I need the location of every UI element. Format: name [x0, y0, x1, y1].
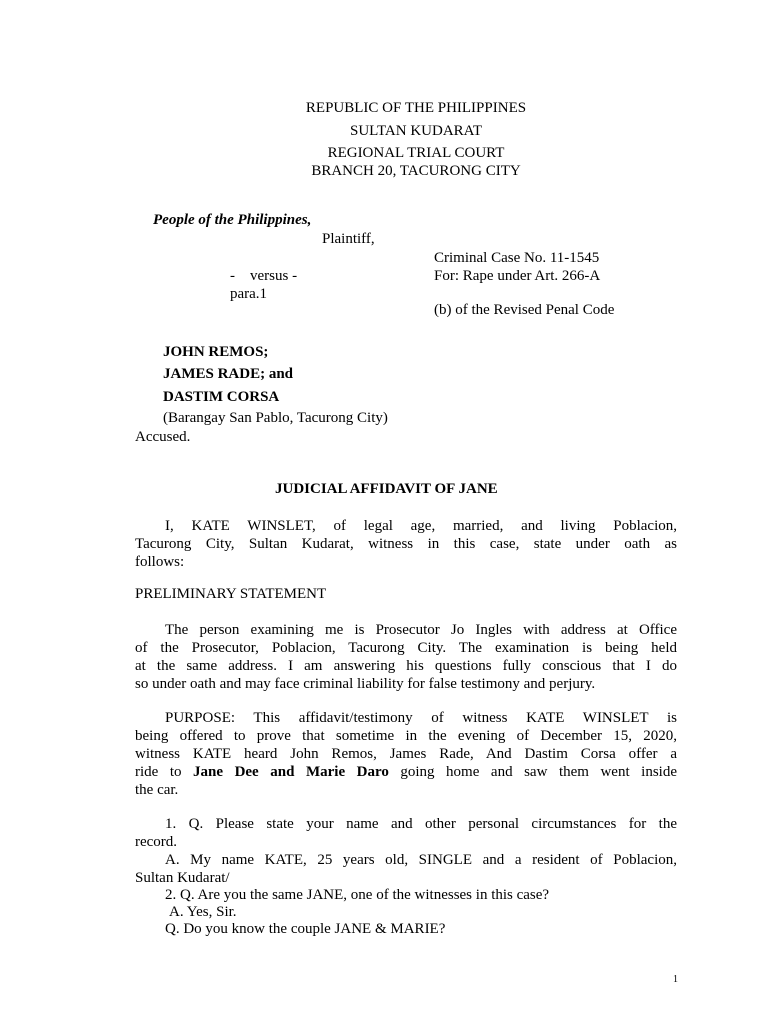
- intro-line-1: I, KATE WINSLET, of legal age, married, and living Poblacion,: [165, 518, 677, 534]
- page-number: 1: [673, 974, 678, 985]
- plaintiff-name: People of the Philippines,: [153, 212, 312, 228]
- preliminary-paragraph: [135, 621, 677, 693]
- question-3: Q. Do you know the couple JANE & MARIE?: [165, 921, 446, 937]
- purpose-line-4-start: ride to: [135, 764, 194, 780]
- question-1-line-2: record.: [135, 834, 178, 850]
- purpose-line-5: the car.: [135, 782, 179, 798]
- case-charge: For: Rape under Art. 266-A: [434, 268, 601, 284]
- purpose-paragraph: [135, 709, 677, 799]
- answer-1-line-2: Sultan Kudarat/: [135, 870, 230, 886]
- document-title: JUDICIAL AFFIDAVIT OF JANE: [275, 481, 498, 497]
- criminal-case-number: Criminal Case No. 11-1545: [434, 250, 600, 266]
- purpose-line-4: [135, 763, 677, 781]
- court-header-line-4: BRANCH 20, TACURONG CITY: [311, 163, 521, 179]
- accused-name-3: DASTIM CORSA: [163, 389, 280, 405]
- question-1-line-1: 1. Q. Please state your name and other personal circumstances for the: [165, 816, 677, 832]
- court-header-line-3: REGIONAL TRIAL COURT: [327, 145, 505, 161]
- intro-paragraph: [135, 517, 677, 571]
- question-1: [135, 815, 677, 851]
- answer-1-line-1: A. My name KATE, 25 years old, SINGLE and a resident of Poblacion,: [165, 852, 677, 868]
- preliminary-line-2: of the Prosecutor, Poblacion, Tacurong City. The examination is being held: [135, 640, 677, 656]
- victim-names: Jane Dee and Marie Daro: [193, 764, 389, 780]
- question-2: 2. Q. Are you the same JANE, one of the witnesses in this case?: [165, 887, 550, 903]
- accused-name-1: JOHN REMOS;: [163, 344, 269, 360]
- case-charge-continuation: (b) of the Revised Penal Code: [434, 302, 615, 318]
- preliminary-line-4: so under oath and may face criminal liability for false testimony and perjury.: [135, 676, 596, 692]
- accused-address: (Barangay San Pablo, Tacurong City): [163, 410, 388, 426]
- purpose-line-1: PURPOSE: This affidavit/testimony of witness KATE WINSLET is: [165, 710, 677, 726]
- accused-name-2: JAMES RADE; and: [163, 366, 294, 382]
- versus-label: - versus -: [230, 268, 298, 284]
- purpose-line-2: being offered to prove that sometime in the evening of December 15, 2020,: [135, 728, 677, 744]
- versus-continuation: para.1: [230, 286, 268, 302]
- answer-1: [135, 851, 677, 887]
- answer-2: A. Yes, Sir.: [169, 904, 237, 920]
- plaintiff-role: Plaintiff,: [322, 231, 375, 247]
- intro-line-2: Tacurong City, Sultan Kudarat, witness in this case, state under oath as: [135, 536, 677, 552]
- accused-role: Accused.: [135, 429, 191, 445]
- court-header-line-2: SULTAN KUDARAT: [349, 123, 482, 139]
- intro-line-3: follows:: [135, 554, 185, 570]
- court-header-line-1: REPUBLIC OF THE PHILIPPINES: [305, 100, 527, 116]
- purpose-line-4-end: going home and saw them went inside: [388, 764, 677, 780]
- preliminary-line-3: at the same address. I am answering his questions fully conscious that I do: [135, 658, 677, 674]
- section-heading: PRELIMINARY STATEMENT: [135, 586, 327, 602]
- preliminary-line-1: The person examining me is Prosecutor Jo Ingles with address at Office: [165, 622, 677, 638]
- purpose-line-3: witness KATE heard John Remos, James Rade, And Dastim Corsa offer a: [135, 746, 677, 762]
